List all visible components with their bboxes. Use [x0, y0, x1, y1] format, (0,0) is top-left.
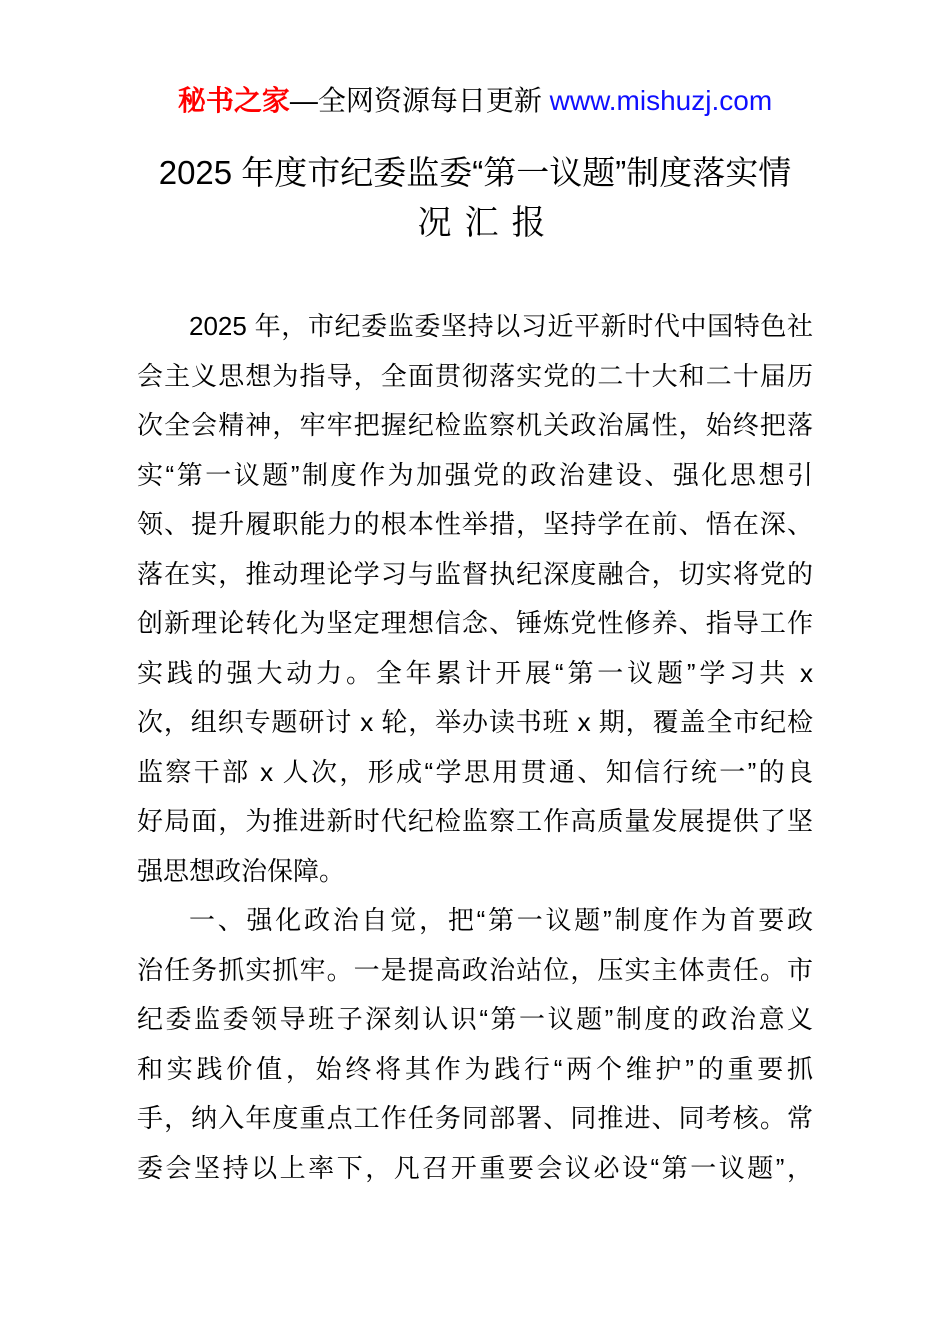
body-line: 实“第一议题”制度作为加强党的政治建设、强化思想引	[137, 459, 813, 490]
document-title-line1: 2025 年度市纪委监委“第一议题”制度落实情	[158, 154, 792, 191]
body-line: 创新理论转化为坚定理想信念、锤炼党性修养、指导工作	[137, 608, 813, 638]
site-name: 秘书之家	[177, 85, 290, 116]
body-line: 落在实，推动理论学习与监督执纪深度融合，切实将党的	[137, 558, 813, 589]
body-line: 和实践价值，始终将其作为践行“两个维护”的重要抓	[137, 1053, 813, 1084]
document-title-line2: 况汇报	[417, 204, 559, 242]
body-line: 2025 年，市纪委监委坚持以习近平新时代中国特色社	[189, 311, 813, 341]
document-content	[137, 302, 813, 1193]
body-line: 治任务抓实抓牢。一是提高政治站位，压实主体责任。市	[137, 954, 813, 985]
site-tagline: —全网资源每日更新	[289, 85, 550, 116]
site-url-link[interactable]: www.mishuzj.com	[549, 85, 773, 116]
body-line: 次全会精神，牢牢把握纪检监察机关政治属性，始终把落	[137, 410, 813, 440]
body-line: 强思想政治保障。	[137, 855, 346, 886]
body-line: 一、强化政治自觉，把“第一议题”制度作为首要政	[189, 905, 813, 935]
body-line: 实践的强大动力。全年累计开展“第一议题”学习共 x	[137, 657, 813, 688]
document-body	[137, 302, 813, 1193]
body-line: 纪委监委领导班子深刻认识“第一议题”制度的政治意义	[137, 1004, 813, 1034]
body-line: 次，组织专题研讨 x 轮，举办读书班 x 期，覆盖全市纪检	[137, 707, 813, 737]
body-line: 监察干部 x 人次，形成“学思用贯通、知信行统一”的良	[137, 756, 813, 787]
paragraph	[137, 302, 813, 896]
site-header	[0, 0, 950, 120]
body-line: 领、提升履职能力的根本性举措，坚持学在前、悟在深、	[137, 509, 813, 539]
body-line: 好局面，为推进新时代纪检监察工作高质量发展提供了坚	[137, 806, 813, 836]
paragraph	[137, 896, 813, 1193]
body-line: 手，纳入年度重点工作任务同部署、同推进、同考核。常	[137, 1103, 813, 1133]
body-line: 会主义思想为指导，全面贯彻落实党的二十大和二十届历	[137, 360, 813, 391]
body-line: 委会坚持以上率下，凡召开重要会议必设“第一议题”，	[137, 1152, 813, 1183]
